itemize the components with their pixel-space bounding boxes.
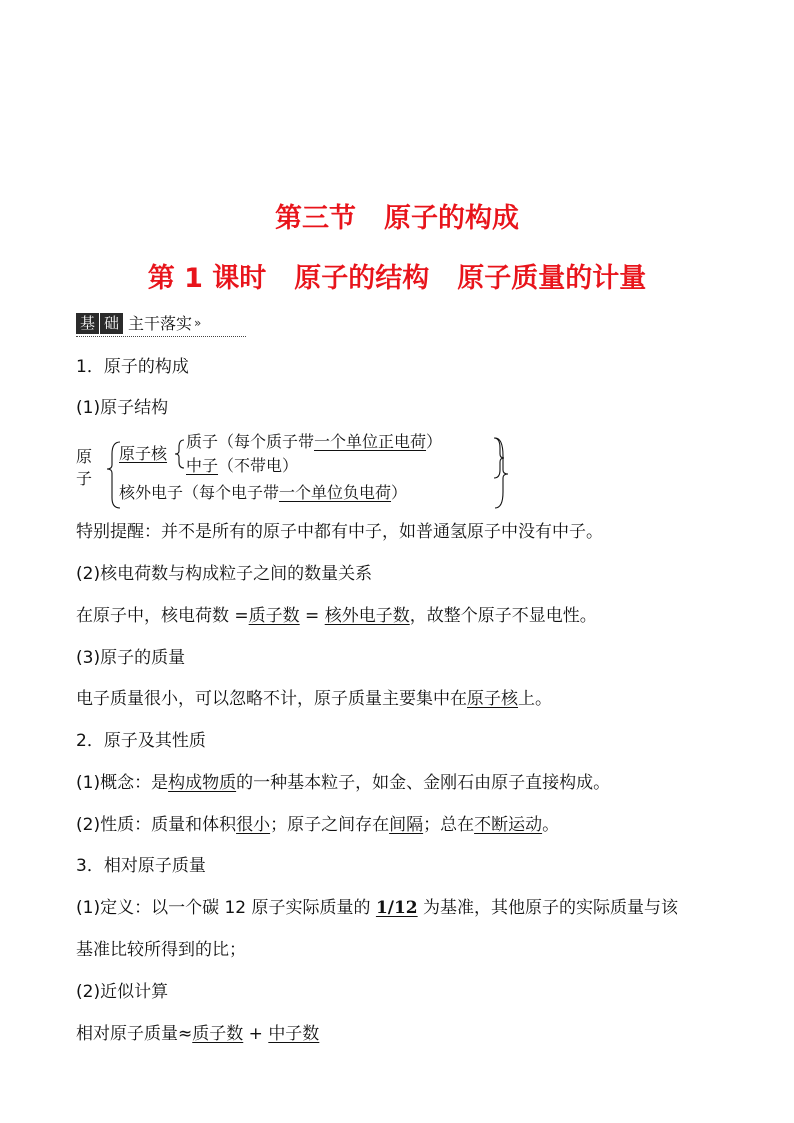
answer-constitute-matter: 构成物质 — [168, 773, 237, 793]
mass-text-a: 电子质量很小，可以忽略不计，原子质量主要集中在 — [76, 689, 467, 709]
heading-1-3: (3)原子的质量 — [76, 648, 186, 668]
proton-text: 质子（每个质子带 — [186, 432, 315, 451]
atom-structure-diagram — [76, 432, 516, 512]
definition-text-c: 为基准，其他原子的实际质量与该 — [417, 898, 679, 918]
neutron-label: 中子 — [186, 456, 219, 475]
formula-text-a: 相对原子质量≈ — [76, 1024, 193, 1044]
special-tip: 特别提醒：并不是所有的原子中都有中子，如普通氢原子中没有中子。 — [76, 522, 603, 542]
heading-1-1: (1)原子结构 — [76, 398, 169, 418]
formula-plus: + — [243, 1024, 269, 1044]
answer-proton-count: 质子数 — [248, 606, 300, 626]
answer-nucleus: 原子核 — [467, 689, 518, 709]
relation-text-a: 在原子中，核电荷数 = — [76, 606, 249, 626]
answer-very-small: 很小 — [236, 815, 271, 835]
relation-equals: = — [299, 606, 325, 626]
answer-gaps: 间隔 — [389, 815, 424, 835]
nucleus-label: 原子核 — [119, 444, 168, 463]
electron-line — [119, 483, 407, 503]
answer-one-twelfth: 1/12 — [375, 898, 418, 918]
atom-properties — [76, 815, 559, 835]
atom-label-top: 原 — [76, 447, 93, 466]
banner-label: 主干落实 — [128, 314, 193, 333]
definition-text-a: (1)定义：以一个碳 12 原子实际质量的 — [76, 898, 376, 918]
electron-paren: ） — [391, 483, 408, 502]
atom-concept — [76, 773, 610, 793]
heading-2: 2．原子及其性质 — [76, 731, 206, 751]
concept-text-c: 的一种基本粒子，如金、金刚石由原子直接构成。 — [236, 773, 611, 793]
prop-text-a: (2)性质：质量和体积 — [76, 815, 237, 835]
heading-3-2: (2)近似计算 — [76, 982, 169, 1002]
heading-3: 3．相对原子质量 — [76, 856, 206, 876]
lesson-title-part-a: 原子的结构 — [294, 263, 430, 294]
answer-constant-motion: 不断运动 — [474, 815, 543, 835]
lesson-number: 第 1 课时 — [147, 263, 267, 294]
atom-label-bottom: 子 — [76, 469, 93, 488]
section-title — [0, 196, 794, 235]
concept-text-a: (1)概念：是 — [76, 773, 169, 793]
banner-divider — [76, 336, 246, 337]
proton-paren: ） — [426, 432, 443, 451]
banner-box-2: 础 — [100, 313, 123, 334]
atom-label — [76, 446, 96, 490]
charge-relation — [76, 606, 597, 626]
proton-charge: 一个单位正电荷 — [314, 432, 427, 451]
mass-statement — [76, 689, 552, 709]
relation-text-e: ，故整个原子不显电性。 — [409, 606, 597, 626]
approx-formula — [76, 1024, 319, 1044]
neutron-line — [186, 456, 298, 476]
prop-text-g: 。 — [542, 815, 560, 835]
lesson-title — [0, 256, 794, 295]
proton-line — [186, 432, 442, 452]
prop-text-c: ；原子之间存在 — [270, 815, 390, 835]
lesson-title-part-b: 原子质量的计量 — [457, 263, 647, 294]
heading-1-2: (2)核电荷数与构成粒子之间的数量关系 — [76, 564, 373, 584]
heading-1: 1．原子的构成 — [76, 357, 189, 377]
definition-line-1 — [76, 898, 678, 918]
banner-box-1: 基 — [76, 313, 99, 334]
answer-electron-count: 核外电子数 — [324, 606, 410, 626]
section-name: 原子的构成 — [384, 203, 519, 234]
answer-neutron-number: 中子数 — [268, 1024, 320, 1044]
electron-charge: 一个单位负电荷 — [279, 483, 392, 502]
neutron-note: （不带电） — [218, 456, 299, 475]
mass-text-c: 上。 — [518, 689, 552, 709]
definition-line-2: 基准比较所得到的比； — [76, 940, 246, 960]
section-number: 第三节 — [275, 203, 356, 234]
chevron-right-icon: » — [194, 316, 202, 330]
section-banner — [76, 313, 241, 337]
prop-text-e: ；总在 — [423, 815, 475, 835]
answer-proton-number: 质子数 — [192, 1024, 244, 1044]
electron-text: 核外电子（每个电子带 — [119, 483, 280, 502]
